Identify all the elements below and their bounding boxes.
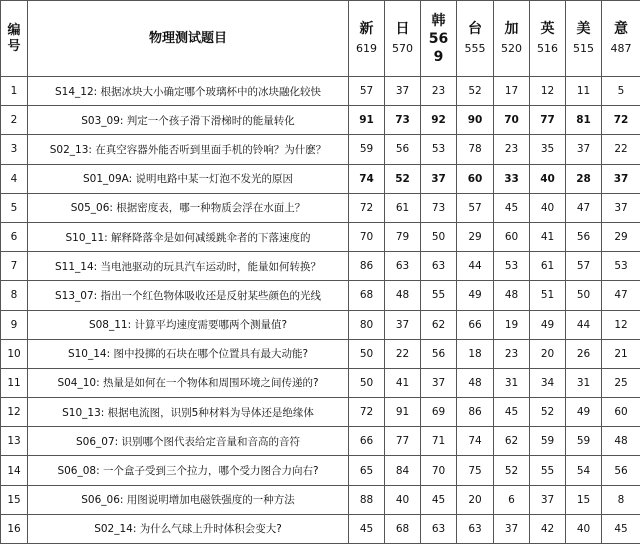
- score-cell: 92: [421, 106, 457, 135]
- question-text: S14_12: 根据冰块大小确定哪个玻璃杯中的冰块融化较快: [28, 77, 349, 106]
- score-cell: 60: [602, 398, 640, 427]
- table-row: [1, 339, 640, 368]
- score-cell: 48: [385, 281, 421, 310]
- row-number: 5: [1, 193, 28, 222]
- row-number: 11: [1, 368, 28, 397]
- score-cell: 63: [421, 514, 457, 543]
- country-header-taiwan: 台 555: [457, 1, 494, 77]
- score-cell: 47: [602, 281, 640, 310]
- score-cell: 70: [494, 106, 530, 135]
- header-row: [1, 1, 640, 77]
- score-cell: 18: [457, 339, 494, 368]
- table-row: [1, 106, 640, 135]
- score-cell: 53: [494, 252, 530, 281]
- score-cell: 45: [494, 398, 530, 427]
- score-cell: 37: [602, 193, 640, 222]
- score-cell: 88: [349, 485, 385, 514]
- score-cell: 12: [602, 310, 640, 339]
- row-number: 12: [1, 398, 28, 427]
- score-cell: 79: [385, 222, 421, 251]
- score-cell: 50: [566, 281, 602, 310]
- row-number: 13: [1, 427, 28, 456]
- question-text: S02_13: 在真空容器外能否听到里面手机的铃响？为什麽？: [28, 135, 349, 164]
- score-cell: 57: [349, 77, 385, 106]
- score-cell: 62: [421, 310, 457, 339]
- score-cell: 66: [457, 310, 494, 339]
- score-cell: 50: [349, 368, 385, 397]
- score-cell: 49: [566, 398, 602, 427]
- score-cell: 91: [349, 106, 385, 135]
- score-cell: 8: [602, 485, 640, 514]
- row-number: 2: [1, 106, 28, 135]
- country-header-italy: 意 487: [602, 1, 640, 77]
- score-cell: 78: [457, 135, 494, 164]
- score-cell: 31: [494, 368, 530, 397]
- score-cell: 12: [530, 77, 566, 106]
- score-cell: 5: [602, 77, 640, 106]
- score-cell: 37: [602, 164, 640, 193]
- score-cell: 70: [421, 456, 457, 485]
- question-text: S06_08: 一个盒子受到三个拉力，哪个受力图合力向右?: [28, 456, 349, 485]
- score-cell: 61: [385, 193, 421, 222]
- score-cell: 71: [421, 427, 457, 456]
- question-text: S03_09: 判定一个孩子滑下滑梯时的能量转化: [28, 106, 349, 135]
- score-cell: 55: [421, 281, 457, 310]
- question-text: S13_07: 指出一个红色物体吸收还是反射某些颜色的光线: [28, 281, 349, 310]
- table-row: [1, 193, 640, 222]
- score-cell: 66: [349, 427, 385, 456]
- score-cell: 60: [457, 164, 494, 193]
- score-cell: 44: [457, 252, 494, 281]
- score-cell: 37: [421, 164, 457, 193]
- question-text: S10_13: 根据电流图，识别5种材料为导体还是绝缘体: [28, 398, 349, 427]
- question-text: S11_14: 当电池驱动的玩具汽车运动时，能量如何转换？: [28, 252, 349, 281]
- score-cell: 42: [530, 514, 566, 543]
- question-text: S06_06: 用图说明增加电磁铁强度的一种方法: [28, 485, 349, 514]
- score-cell: 22: [602, 135, 640, 164]
- score-cell: 37: [530, 485, 566, 514]
- table-row: [1, 135, 640, 164]
- score-cell: 53: [602, 252, 640, 281]
- score-cell: 11: [566, 77, 602, 106]
- score-cell: 70: [349, 222, 385, 251]
- score-cell: 57: [566, 252, 602, 281]
- score-cell: 81: [566, 106, 602, 135]
- score-cell: 68: [349, 281, 385, 310]
- score-cell: 15: [566, 485, 602, 514]
- score-cell: 50: [349, 339, 385, 368]
- country-header-singapore: 新 619: [349, 1, 385, 77]
- score-cell: 33: [494, 164, 530, 193]
- country-header-england: 英 516: [530, 1, 566, 77]
- score-cell: 72: [602, 106, 640, 135]
- score-cell: 61: [530, 252, 566, 281]
- score-cell: 19: [494, 310, 530, 339]
- score-cell: 23: [494, 339, 530, 368]
- score-cell: 37: [494, 514, 530, 543]
- score-cell: 63: [457, 514, 494, 543]
- score-cell: 75: [457, 456, 494, 485]
- table-row: [1, 222, 640, 251]
- score-cell: 49: [457, 281, 494, 310]
- country-header-canada: 加 520: [494, 1, 530, 77]
- score-cell: 69: [421, 398, 457, 427]
- question-text: S06_07: 识别哪个图代表给定音量和音高的音符: [28, 427, 349, 456]
- question-text: S01_09A: 说明电路中某一灯泡不发光的原因: [28, 164, 349, 193]
- country-header-japan: 日 570: [385, 1, 421, 77]
- question-column-header: 物理测试题目: [28, 1, 349, 77]
- score-cell: 63: [421, 252, 457, 281]
- score-cell: 74: [349, 164, 385, 193]
- question-text: S10_11: 解释降落伞是如何减缓跳伞者的下落速度的: [28, 222, 349, 251]
- question-text: S02_14: 为什么气球上升时体积会变大?: [28, 514, 349, 543]
- score-cell: 86: [457, 398, 494, 427]
- score-cell: 50: [421, 222, 457, 251]
- score-cell: 17: [494, 77, 530, 106]
- row-number: 6: [1, 222, 28, 251]
- table-row: [1, 368, 640, 397]
- score-cell: 84: [385, 456, 421, 485]
- score-cell: 56: [566, 222, 602, 251]
- score-cell: 28: [566, 164, 602, 193]
- score-cell: 56: [421, 339, 457, 368]
- score-cell: 63: [385, 252, 421, 281]
- score-cell: 40: [385, 485, 421, 514]
- score-cell: 37: [566, 135, 602, 164]
- row-number: 16: [1, 514, 28, 543]
- score-cell: 40: [530, 164, 566, 193]
- table-row: [1, 398, 640, 427]
- row-number: 4: [1, 164, 28, 193]
- score-cell: 77: [385, 427, 421, 456]
- score-cell: 21: [602, 339, 640, 368]
- score-cell: 40: [530, 193, 566, 222]
- score-cell: 80: [349, 310, 385, 339]
- row-number: 1: [1, 77, 28, 106]
- row-number: 7: [1, 252, 28, 281]
- score-cell: 52: [385, 164, 421, 193]
- score-cell: 41: [530, 222, 566, 251]
- score-cell: 29: [602, 222, 640, 251]
- row-number: 8: [1, 281, 28, 310]
- score-cell: 73: [421, 193, 457, 222]
- score-cell: 48: [494, 281, 530, 310]
- table-row: [1, 456, 640, 485]
- score-cell: 72: [349, 193, 385, 222]
- question-text: S10_14: 图中投掷的石块在哪个位置具有最大动能?: [28, 339, 349, 368]
- score-cell: 73: [385, 106, 421, 135]
- score-cell: 72: [349, 398, 385, 427]
- score-cell: 34: [530, 368, 566, 397]
- score-cell: 62: [494, 427, 530, 456]
- score-cell: 90: [457, 106, 494, 135]
- score-cell: 60: [494, 222, 530, 251]
- table-body: [1, 77, 640, 544]
- score-cell: 57: [457, 193, 494, 222]
- score-cell: 22: [385, 339, 421, 368]
- country-header-usa: 美 515: [566, 1, 602, 77]
- score-cell: 91: [385, 398, 421, 427]
- score-cell: 25: [602, 368, 640, 397]
- table-row: [1, 310, 640, 339]
- number-column-header: 编 号: [1, 1, 28, 77]
- score-cell: 54: [566, 456, 602, 485]
- score-cell: 52: [457, 77, 494, 106]
- score-cell: 56: [385, 135, 421, 164]
- score-cell: 35: [530, 135, 566, 164]
- row-number: 10: [1, 339, 28, 368]
- score-cell: 51: [530, 281, 566, 310]
- table-row: [1, 427, 640, 456]
- score-cell: 29: [457, 222, 494, 251]
- score-cell: 23: [494, 135, 530, 164]
- table-row: [1, 77, 640, 106]
- score-cell: 77: [530, 106, 566, 135]
- score-cell: 48: [457, 368, 494, 397]
- question-text: S08_11: 计算平均速度需要哪两个测量值?: [28, 310, 349, 339]
- score-cell: 52: [530, 398, 566, 427]
- row-number: 9: [1, 310, 28, 339]
- score-cell: 6: [494, 485, 530, 514]
- table-row: [1, 485, 640, 514]
- table-row: [1, 252, 640, 281]
- score-cell: 37: [421, 368, 457, 397]
- score-cell: 49: [530, 310, 566, 339]
- score-cell: 23: [421, 77, 457, 106]
- score-cell: 37: [385, 310, 421, 339]
- score-cell: 45: [349, 514, 385, 543]
- score-cell: 31: [566, 368, 602, 397]
- row-number: 14: [1, 456, 28, 485]
- score-cell: 37: [385, 77, 421, 106]
- country-header-korea: 韩 56 9: [421, 1, 457, 77]
- score-cell: 59: [530, 427, 566, 456]
- score-cell: 40: [566, 514, 602, 543]
- score-cell: 20: [457, 485, 494, 514]
- score-cell: 86: [349, 252, 385, 281]
- score-cell: 55: [530, 456, 566, 485]
- score-cell: 53: [421, 135, 457, 164]
- score-cell: 59: [566, 427, 602, 456]
- score-cell: 74: [457, 427, 494, 456]
- score-cell: 52: [494, 456, 530, 485]
- table-row: [1, 281, 640, 310]
- score-cell: 45: [602, 514, 640, 543]
- score-cell: 45: [421, 485, 457, 514]
- table-row: [1, 164, 640, 193]
- row-number: 3: [1, 135, 28, 164]
- score-cell: 41: [385, 368, 421, 397]
- score-cell: 68: [385, 514, 421, 543]
- score-cell: 20: [530, 339, 566, 368]
- score-cell: 65: [349, 456, 385, 485]
- question-text: S05_06: 根据密度表，哪一种物质会浮在水面上？: [28, 193, 349, 222]
- question-text: S04_10: 热量是如何在一个物体和周围环境之间传递的?: [28, 368, 349, 397]
- score-cell: 48: [602, 427, 640, 456]
- table-row: [1, 514, 640, 543]
- score-cell: 56: [602, 456, 640, 485]
- row-number: 15: [1, 485, 28, 514]
- score-cell: 47: [566, 193, 602, 222]
- score-cell: 44: [566, 310, 602, 339]
- score-cell: 45: [494, 193, 530, 222]
- score-cell: 59: [349, 135, 385, 164]
- score-cell: 26: [566, 339, 602, 368]
